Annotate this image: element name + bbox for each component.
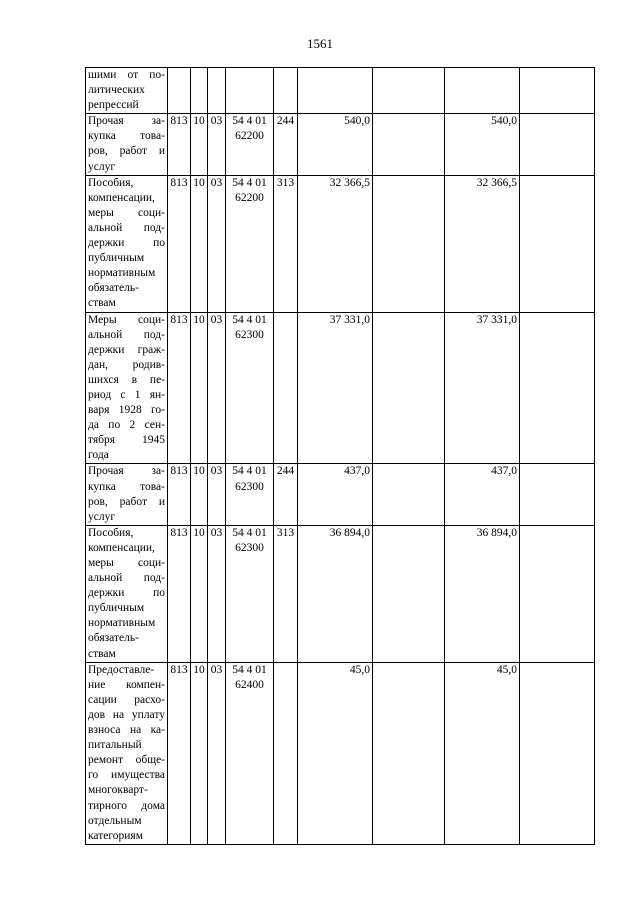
table-row — [86, 175, 595, 312]
table-row — [86, 464, 595, 525]
cell-gr: 813 — [168, 312, 191, 464]
cell-sum2 — [373, 312, 445, 464]
cell-csr: 54 4 01 62300 — [226, 312, 274, 464]
cell-sum4 — [520, 114, 595, 175]
cell-name — [86, 312, 168, 464]
name-line: питальный — [88, 739, 142, 752]
cell-sum3: 36 894,0 — [445, 525, 520, 662]
cell-sum4 — [520, 175, 595, 312]
table-row — [86, 662, 595, 844]
name-line: шихся в пе- — [88, 373, 165, 386]
cell-sum1: 32 366,5 — [298, 175, 373, 312]
cell-rz: 10 — [191, 175, 208, 312]
name-line: ствам — [88, 297, 116, 310]
cell-sum3: 45,0 — [445, 662, 520, 844]
cell-pr: 03 — [208, 525, 226, 662]
name-line: Прочая за- — [88, 115, 165, 128]
budget-table — [85, 67, 595, 845]
cell-sum2 — [373, 68, 445, 114]
cell-csr: 54 4 01 62300 — [226, 525, 274, 662]
cell-sum1: 540,0 — [298, 114, 373, 175]
cell-gr: 813 — [168, 114, 191, 175]
name-line: держки по — [88, 237, 165, 250]
name-line: компенсации, — [88, 541, 155, 554]
name-line: обязатель- — [88, 632, 139, 645]
cell-sum4 — [520, 662, 595, 844]
name-line: категориям — [88, 829, 144, 842]
name-line: сации расхо- — [88, 693, 165, 706]
cell-sum3: 437,0 — [445, 464, 520, 525]
table-row — [86, 114, 595, 175]
cell-vr: 313 — [274, 525, 298, 662]
cell-sum2 — [373, 175, 445, 312]
page-number: 1561 — [307, 36, 333, 51]
cell-gr: 813 — [168, 662, 191, 844]
name-line: дов на уплату — [88, 708, 165, 721]
cell-csr: 54 4 01 62300 — [226, 464, 274, 525]
cell-pr: 03 — [208, 114, 226, 175]
table-row — [86, 525, 595, 662]
name-line: ров, работ и — [88, 495, 165, 508]
cell-rz: 10 — [191, 464, 208, 525]
cell-sum4 — [520, 525, 595, 662]
cell-csr: 54 4 01 62200 — [226, 114, 274, 175]
cell-sum4 — [520, 464, 595, 525]
cell-csr — [226, 68, 274, 114]
name-line: литических — [88, 84, 145, 97]
cell-gr: 813 — [168, 464, 191, 525]
name-line: услуг — [88, 160, 116, 173]
name-line: компенсации, — [88, 191, 155, 204]
name-line: ров, работ и — [88, 145, 165, 158]
name-line: да по 2 сен- — [88, 419, 165, 432]
cell-sum2 — [373, 464, 445, 525]
cell-sum2 — [373, 662, 445, 844]
name-line: купка това- — [88, 480, 165, 493]
name-line: многокварт- — [88, 784, 148, 797]
name-line: взноса на ка- — [88, 724, 165, 737]
cell-gr — [168, 68, 191, 114]
cell-name — [86, 175, 168, 312]
cell-name — [86, 525, 168, 662]
name-line: отдельным — [88, 814, 142, 827]
cell-sum2 — [373, 114, 445, 175]
cell-name — [86, 114, 168, 175]
cell-rz: 10 — [191, 114, 208, 175]
name-line: тирного дома — [88, 799, 165, 812]
cell-sum1: 36 894,0 — [298, 525, 373, 662]
cell-pr: 03 — [208, 662, 226, 844]
name-line: альной под- — [88, 221, 165, 234]
name-line: публичным — [88, 252, 145, 265]
cell-sum3 — [445, 68, 520, 114]
name-line: Предоставле- — [88, 663, 155, 676]
cell-gr: 813 — [168, 175, 191, 312]
cell-sum1: 45,0 — [298, 662, 373, 844]
cell-vr — [274, 68, 298, 114]
name-line: го имущества — [88, 769, 165, 782]
cell-rz: 10 — [191, 312, 208, 464]
name-line: купка това- — [88, 130, 165, 143]
name-line: Пособия, — [88, 526, 134, 539]
name-line: варя 1928 го- — [88, 404, 165, 417]
name-line: ние компен- — [88, 678, 165, 691]
name-line: обязатель- — [88, 282, 139, 295]
name-line: публичным — [88, 602, 145, 615]
name-line: шими от по- — [88, 69, 165, 81]
cell-pr — [208, 68, 226, 114]
cell-sum3: 32 366,5 — [445, 175, 520, 312]
name-line: альной под- — [88, 572, 165, 585]
name-line: Пособия, — [88, 176, 134, 189]
table-body — [86, 68, 595, 845]
name-line: дан, родив- — [88, 358, 165, 371]
cell-name — [86, 464, 168, 525]
name-line: риод с 1 ян- — [88, 388, 165, 401]
name-line: тября 1945 — [88, 434, 165, 447]
name-line: меры соци- — [88, 557, 165, 569]
name-line: Прочая за- — [88, 465, 165, 478]
cell-pr: 03 — [208, 464, 226, 525]
cell-sum1: 437,0 — [298, 464, 373, 525]
cell-name — [86, 68, 168, 114]
cell-rz — [191, 68, 208, 114]
cell-sum1: 37 331,0 — [298, 312, 373, 464]
cell-name — [86, 662, 168, 844]
cell-sum3: 540,0 — [445, 114, 520, 175]
cell-sum3: 37 331,0 — [445, 312, 520, 464]
name-line: нормативным — [88, 267, 156, 280]
cell-csr: 54 4 01 62400 — [226, 662, 274, 844]
cell-sum4 — [520, 312, 595, 464]
cell-sum1 — [298, 68, 373, 114]
cell-rz: 10 — [191, 662, 208, 844]
cell-sum4 — [520, 68, 595, 114]
table-row — [86, 68, 595, 114]
name-line: года — [88, 449, 109, 462]
cell-rz: 10 — [191, 525, 208, 662]
cell-pr: 03 — [208, 175, 226, 312]
name-line: альной под- — [88, 328, 165, 341]
cell-vr: 313 — [274, 175, 298, 312]
cell-vr — [274, 312, 298, 464]
name-line: услуг — [88, 510, 116, 523]
name-line: Меры соци- — [88, 313, 165, 326]
name-line: ствам — [88, 647, 116, 660]
cell-vr: 244 — [274, 464, 298, 525]
name-line: меры соци- — [88, 206, 165, 219]
cell-sum2 — [373, 525, 445, 662]
cell-pr: 03 — [208, 312, 226, 464]
name-line: держки по — [88, 587, 165, 600]
name-line: нормативным — [88, 617, 156, 630]
name-line: держки граж- — [88, 343, 165, 356]
name-line: репрессий — [88, 99, 139, 112]
table-row — [86, 312, 595, 464]
cell-vr: 244 — [274, 114, 298, 175]
cell-gr: 813 — [168, 525, 191, 662]
name-line: ремонт обще- — [88, 754, 165, 767]
cell-vr — [274, 662, 298, 844]
cell-csr: 54 4 01 62200 — [226, 175, 274, 312]
